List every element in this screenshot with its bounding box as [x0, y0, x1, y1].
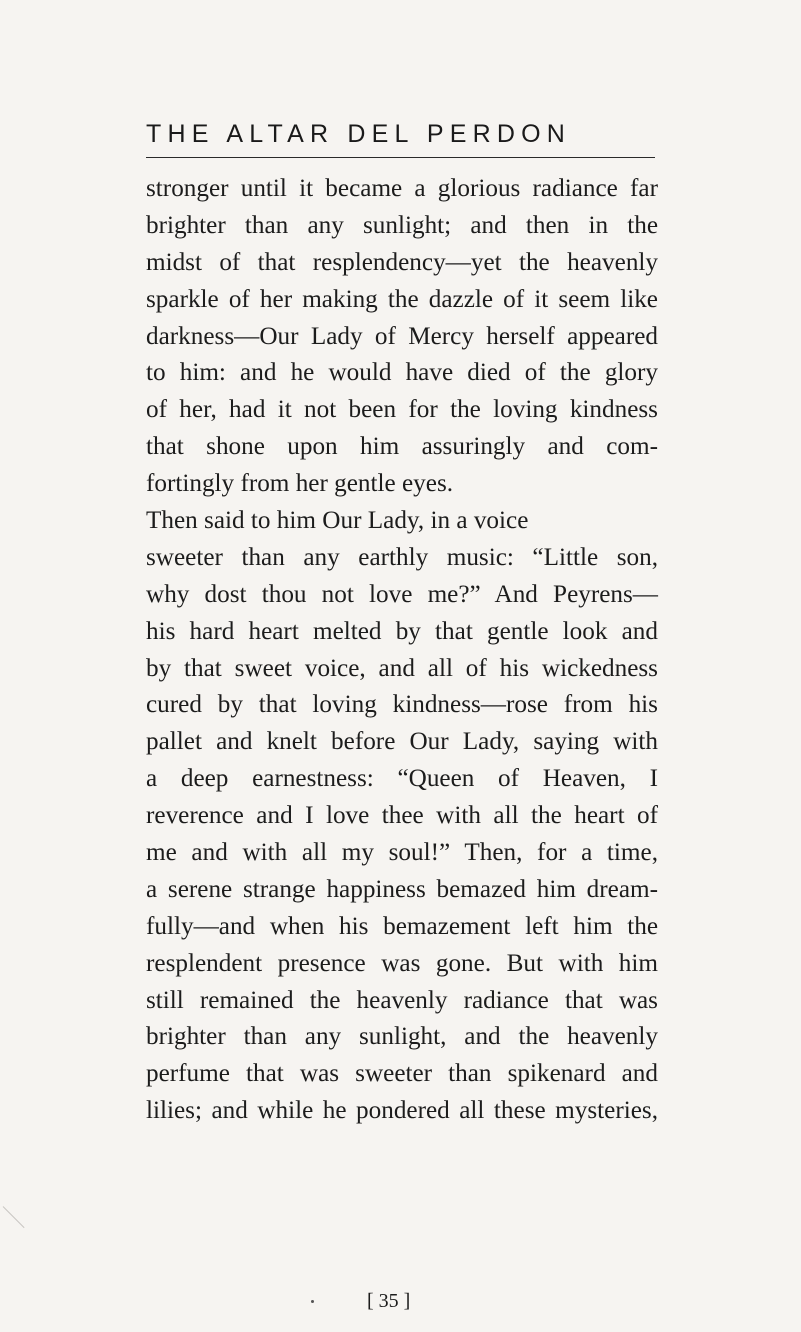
text-line: still remained the heavenly radiance that was — [146, 986, 658, 1014]
text-line: pallet and knelt before Our Lady, saying with — [146, 728, 658, 756]
paper-crease-mark — [2, 1194, 29, 1220]
running-head: THE ALTAR DEL PERDON — [146, 120, 571, 148]
text-line: of her, had it not been for the loving kindness — [146, 396, 658, 424]
text-line: why dost thou not love me?” And Peyrens— — [146, 580, 658, 608]
header-rule — [146, 157, 655, 158]
text-line: stronger until it became a glorious radiance far — [146, 175, 658, 202]
text-line: to him: and he would have died of the glory — [146, 359, 658, 387]
text-line: a serene strange happiness bemazed him dream- — [146, 875, 658, 903]
margin-dot — [311, 1300, 314, 1303]
text-line: resplendent presence was gone. But with him — [146, 949, 658, 977]
text-line: sweeter than any earthly music: “Little son, — [146, 543, 658, 571]
text-line: reverence and I love thee with all the heart of — [146, 802, 658, 830]
text-line: his hard heart melted by that gentle look and — [146, 617, 658, 645]
text-line: midst of that resplendency—yet the heavenly — [146, 248, 658, 276]
page-number: [ 35 ] — [367, 1290, 411, 1312]
text-line: me and with all my soul!” Then, for a time, — [146, 839, 658, 867]
text-line: perfume that was sweeter than spikenard and — [146, 1060, 658, 1088]
text-line: brighter than any sunlight; and then in the — [146, 211, 658, 239]
body-text — [146, 171, 658, 1130]
text-line: a deep earnestness: “Queen of Heaven, I — [146, 765, 658, 793]
text-line: by that sweet voice, and all of his wickedness — [146, 654, 658, 682]
text-line: cured by that loving kindness—rose from his — [146, 691, 658, 719]
text-line: brighter than any sunlight, and the heavenly — [146, 1023, 658, 1051]
text-line: lilies; and while he pondered all these mysteries, — [146, 1097, 658, 1125]
text-line: Then said to him Our Lady, in a voice — [146, 507, 529, 535]
text-line: that shone upon him assuringly and com- — [146, 433, 658, 461]
text-line: darkness—Our Lady of Mercy herself appeared — [146, 322, 658, 350]
text-line: sparkle of her making the dazzle of it seem like — [146, 285, 658, 313]
text-line: fully—and when his bemazement left him the — [146, 912, 658, 940]
text-line: fortingly from her gentle eyes. — [146, 470, 454, 498]
